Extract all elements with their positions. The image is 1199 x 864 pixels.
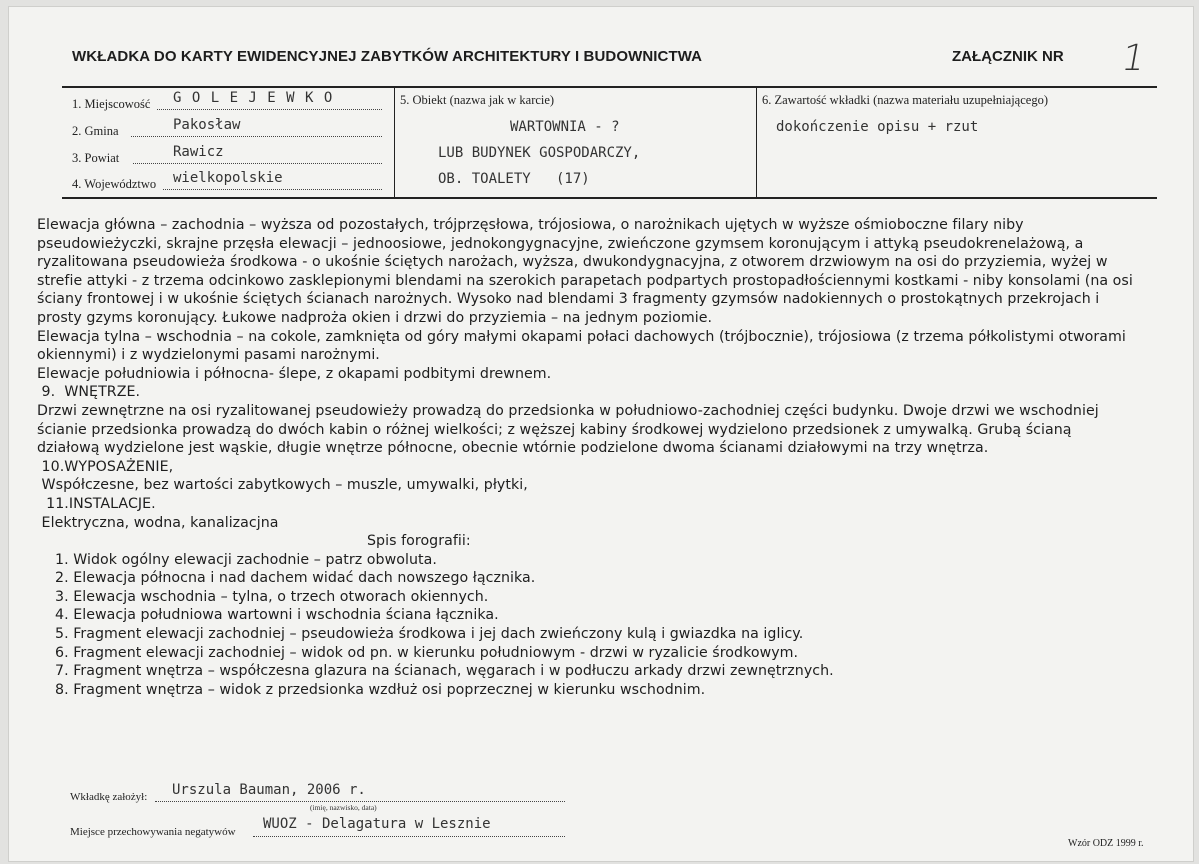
body-line: pseudowieżyczki, skrajne przęsła elewacji – jednoosiowe, jednokongygnacyjne, zwieńczone gzymsem koronującym i attyką pseudokrenelażową, a (37, 235, 1084, 252)
section-heading-wnetrze: 9. WNĘTRZE. (37, 384, 141, 401)
object-line-3: OB. TOALETY (17) (438, 171, 590, 187)
object-line-1: WARTOWNIA - ? (510, 119, 620, 135)
photo-list-item: 3. Elewacja wschodnia – tylna, o trzech otworach okiennych. (55, 588, 489, 605)
wojewodztwo-label: 4. Województwo (72, 177, 157, 191)
form-divider-1 (394, 88, 395, 197)
powiat-dotted-line (133, 163, 382, 164)
form-bottom-rule (62, 197, 1157, 199)
negatives-storage-dotted-line (253, 836, 565, 837)
powiat-label: 3. Powiat (72, 151, 120, 165)
body-line: Elewacja główna – zachodnia – wyższa od pozostałych, trójprzęsłowa, trójosiowa, o narożnikach ujętych w wyższe ośmioboczne filary niby (37, 217, 1024, 233)
photo-list-item: 1. Widok ogólny elewacji zachodnie – patrz obwoluta. (55, 551, 437, 568)
powiat-value: Rawicz (173, 144, 224, 160)
body-line: Elewacje południowia i północna- ślepe, z okapami podbitymi drewnem. (37, 365, 552, 382)
content-label: 6. Zawartość wkładki (nazwa materiału uzupełniającego) (762, 93, 1048, 107)
prepared-by-value: Urszula Bauman, 2006 r. (172, 782, 366, 798)
section-heading-wyposazenie: 10.WYPOSAŻENIE, (37, 458, 174, 475)
section-heading-instalacje: 11.INSTALACJE. (37, 495, 156, 512)
gmina-value: Pakosław (173, 117, 241, 133)
photo-list-title: Spis forografii: (367, 533, 471, 550)
body-line: Elektryczna, wodna, kanalizacjna (37, 514, 279, 531)
prepared-by-hint: (imię, nazwisko, data) (310, 803, 377, 812)
gmina-dotted-line (131, 136, 382, 137)
miejscowosc-value: G O L E J E W K O (173, 90, 334, 106)
body-line: ścianie przedsionka prowadzą do dwóch kabin o różnej wielkości; z węższej kabiny środkowej wydzielono przedsionek z umywalką. Grubą ścianą (37, 421, 1072, 438)
photo-list-item: 6. Fragment elewacji zachodniej – widok od pn. w kierunku południowym - drzwi w ryzalicie środkowym. (55, 644, 799, 661)
photo-list-item: 4. Elewacja południowa wartowni i wschodnia ściana łącznika. (55, 607, 499, 624)
description-body (37, 216, 1157, 699)
photo-list-item: 2. Elewacja północna i nad dachem widać dach nowszego łącznika. (55, 570, 536, 587)
object-label: 5. Obiekt (nazwa jak w karcie) (400, 93, 555, 107)
negatives-storage-label: Miejsce przechowywania negatywów (70, 826, 236, 838)
body-line: ściany frontowej i w ukośnie ściętych ścianach narożnych. Wysoko nad blendami 3 fragmenty gzymsów nadokiennych o prostokątnych przekrojach i (37, 291, 1100, 308)
body-line: Współczesne, bez wartości zabytkowych – muszle, umywalki, płytki, (37, 477, 528, 494)
form-top-rule (62, 86, 1157, 88)
body-line: Drzwi zewnętrzne na osi ryzalitowanej pseudowieży prowadzą do przedsionka w południowo-zachodniej części budynku. Dwoje drzwi we wschodniej (37, 402, 1099, 419)
wojewodztwo-dotted-line (163, 189, 382, 190)
document-title: WKŁADKA DO KARTY EWIDENCYJNEJ ZABYTKÓW ARCHITEKTURY I BUDOWNICTWA (72, 48, 703, 65)
attachment-number: 1 (1118, 38, 1149, 79)
form-divider-2 (756, 88, 757, 197)
body-line: okiennymi) i z wydzielonymi pasami narożnymi. (37, 347, 380, 364)
prepared-by-label: Wkładkę założył: (70, 791, 148, 803)
gmina-label: 2. Gmina (72, 124, 119, 138)
photo-list-item: 7. Fragment wnętrza – współczesna glazura na ścianach, węgarach i w podłuczu arkady drzwi zewnętrznych. (55, 663, 834, 680)
photo-list-item: 5. Fragment elewacji zachodniej – pseudowieża środkowa i jej dach zwieńczony kulą i gwiazdka na iglicy. (55, 626, 804, 643)
wojewodztwo-value: wielkopolskie (173, 170, 283, 186)
prepared-by-dotted-line (155, 801, 565, 802)
body-line: prosty gzyms koronujący. Łukowe nadproża okien i drzwi do przyziemia – na jednym poziomie. (37, 309, 713, 326)
content-value: dokończenie opisu + rzut (776, 119, 979, 135)
photo-list-item: 8. Fragment wnętrza – widok z przedsionka wzdłuż osi poprzecznej w kierunku wschodnim. (55, 681, 706, 698)
miejscowosc-dotted-line (157, 109, 382, 110)
miejscowosc-label: 1. Miejscowość (72, 97, 151, 111)
body-line: Elewacja tylna – wschodnia – na cokole, zamknięta od góry małymi okapami połaci dachowych (trójbocznie), trójosiowa (z trzema półkolistymi otworami (37, 328, 1126, 345)
attachment-label: ZAŁĄCZNIK NR (952, 48, 1064, 65)
body-line: strefie attyki - z trzema odcinkowo zasklepionymi blendami na szerokich parapetach podpartych prostopadłościennymi kostkami - niby konsolami (na osi (37, 272, 1133, 289)
negatives-storage-value: WUOZ - Delagatura w Lesznie (263, 816, 491, 832)
body-line: ryzalitowana pseudowieża środkowa - o ukośnie ściętych narożach, wyższa, dwukondygnacyjna, z otworem drzwiowym na osi do przyziemia, wyżej w (37, 254, 1108, 271)
form-version: Wzór ODZ 1999 r. (1068, 838, 1144, 849)
body-line: działową wydzielone jest wąskie, długie wnętrze północne, obecnie wtórnie podzielone dwoma ścianami działowymi na trzy wnętrza. (37, 440, 989, 457)
object-line-2: LUB BUDYNEK GOSPODARCZY, (438, 145, 641, 161)
